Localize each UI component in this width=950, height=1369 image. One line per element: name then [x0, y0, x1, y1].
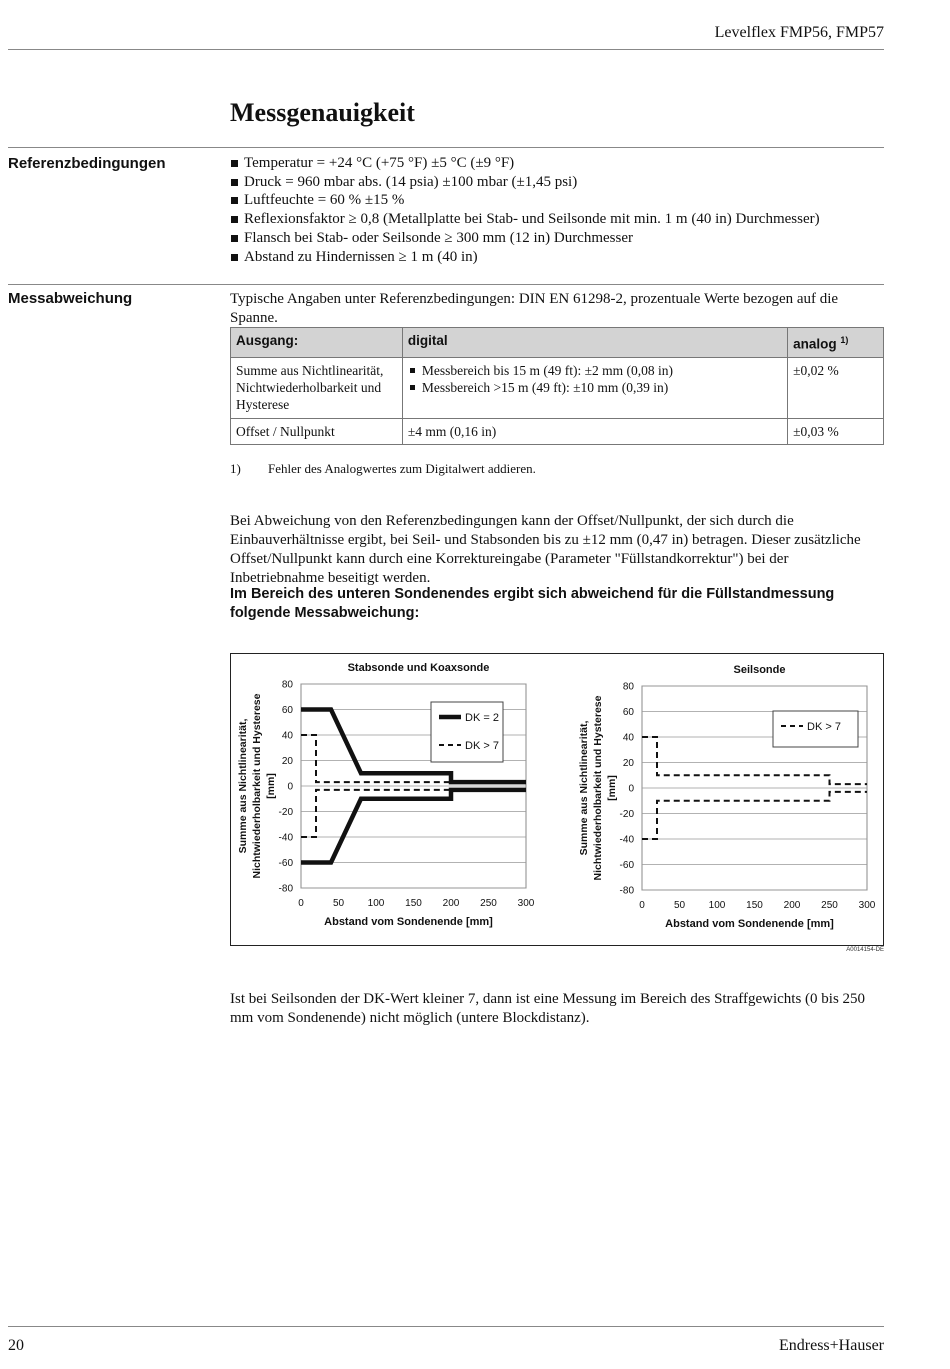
x-tick-label: 100 — [367, 898, 385, 909]
page-number: 20 — [8, 1337, 24, 1354]
footnote-text: Fehler des Analogwertes zum Digitalwert addieren. — [268, 461, 536, 476]
y-tick-label: -20 — [278, 807, 293, 818]
section-rule — [8, 284, 884, 285]
footer-rule — [8, 1326, 884, 1327]
y-axis-label: Nichtwiederholbarkeit und Hysterese — [592, 695, 604, 881]
accuracy-charts — [231, 654, 883, 945]
list-item: Luftfeuchte = 60 % ±15 % — [230, 191, 820, 210]
list-item: Druck = 960 mbar abs. (14 psia) ±100 mbar (±1,45 psi) — [230, 173, 820, 192]
reference-conditions-label: Referenzbedingungen — [8, 155, 166, 172]
y-tick-label: 40 — [281, 730, 293, 742]
x-tick-label: 250 — [821, 900, 838, 911]
x-tick-label: 150 — [405, 898, 422, 909]
x-tick-label: 250 — [480, 898, 497, 909]
probe-end-heading: Im Bereich des unteren Sondenendes ergibt sich abweichend für die Füllstandmessung folgende Messabweichung: — [230, 586, 835, 621]
chart-title: Seilsonde — [733, 664, 786, 676]
footnote-ref: 1) — [840, 335, 849, 345]
chart-frame — [230, 653, 884, 946]
y-tick-label: -60 — [278, 858, 293, 869]
y-tick-label: -20 — [619, 809, 634, 820]
x-axis-label: Abstand vom Sondenende [mm] — [665, 918, 834, 930]
y-tick-label: -80 — [278, 883, 293, 895]
x-tick-label: 100 — [708, 900, 726, 911]
y-tick-label: -40 — [278, 832, 293, 844]
x-tick-label: 300 — [858, 900, 876, 911]
x-tick-label: 50 — [673, 900, 686, 911]
y-tick-label: -80 — [619, 885, 634, 897]
y-axis-label: [mm] — [265, 773, 277, 799]
y-axis-label: Summe aus Nichtlinearität, — [237, 718, 249, 854]
y-axis-label: Summe aus Nichtlinearität, — [578, 720, 590, 856]
deviation-label: Messabweichung — [8, 290, 133, 307]
footnote — [230, 461, 536, 477]
header-digital: digital — [402, 328, 787, 358]
table-row — [231, 357, 884, 418]
legend-label: DK > 7 — [465, 740, 499, 752]
y-tick-label: 40 — [622, 732, 634, 744]
y-tick-label: -40 — [619, 834, 634, 846]
list-item: Messbereich >15 m (49 ft): ±10 mm (0,39 in) — [408, 379, 782, 396]
legend-label: DK = 2 — [465, 712, 499, 724]
y-tick-label: -60 — [619, 860, 634, 871]
list-item: Abstand zu Hindernissen ≥ 1 m (40 in) — [230, 248, 820, 267]
row-analog: ±0,02 % — [788, 357, 884, 418]
list-item: Reflexionsfaktor ≥ 0,8 (Metallplatte bei Stab- und Seilsonde mit min. 1 m (40 in) Durchmesser) — [230, 210, 820, 229]
footer-brand: Endress+Hauser — [779, 1337, 884, 1354]
list-item: Temperatur = +24 °C (+75 °F) ±5 °C (±9 °F) — [230, 154, 820, 173]
row-analog: ±0,03 % — [788, 418, 884, 444]
document-header-title: Levelflex FMP56, FMP57 — [714, 24, 884, 41]
header-output: Ausgang: — [231, 328, 403, 358]
list-item: Messbereich bis 15 m (49 ft): ±2 mm (0,08 in) — [408, 362, 782, 379]
list-item: Flansch bei Stab- oder Seilsonde ≥ 300 mm (12 in) Durchmesser — [230, 229, 820, 248]
y-axis-label: Nichtwiederholbarkeit und Hysterese — [251, 693, 263, 879]
y-tick-label: 0 — [628, 783, 634, 795]
header-analog: analog $^{1)}$ — [788, 328, 884, 358]
offset-paragraph: Bei Abweichung von den Referenzbedingungen kann der Offset/Nullpunkt, der sich durch die Einbauverhältnisse ergibt, bei Seil- und Stabsonden bis zu ±12 mm (0,47 in) betragen. Dieser zusätzliche Offset/Nullpunkt kann durch eine Korrektureingabe (Parameter "Füllstandkorrektur") bei der Inbetriebnahme beseitigt werden. — [230, 513, 861, 586]
row-digital — [402, 357, 787, 418]
row-label: Offset / Nullpunkt — [231, 418, 403, 444]
legend-box — [431, 702, 503, 762]
x-tick-label: 0 — [639, 900, 645, 911]
y-axis-label: [mm] — [606, 775, 618, 801]
legend-label: DK > 7 — [807, 721, 841, 733]
x-tick-label: 150 — [746, 900, 763, 911]
row-digital: ±4 mm (0,16 in) — [402, 418, 787, 444]
row-label: Summe aus Nichtlinearität, Nichtwiederholbarkeit und Hysterese — [231, 357, 403, 418]
x-axis-label: Abstand vom Sondenende [mm] — [324, 916, 493, 928]
y-tick-label: 0 — [287, 781, 293, 793]
y-tick-label: 20 — [622, 758, 634, 769]
chart-title: Stabsonde und Koaxsonde — [347, 662, 490, 674]
x-tick-label: 300 — [517, 898, 535, 909]
closing-paragraph: Ist bei Seilsonden der DK-Wert kleiner 7, dann ist eine Messung im Bereich des Straffgewichts (0 bis 250 mm vom Sondenende) nicht möglich (untere Blockdistanz). — [230, 991, 866, 1026]
y-tick-label: 80 — [281, 679, 293, 691]
y-tick-label: 60 — [281, 705, 293, 716]
x-tick-label: 200 — [783, 900, 801, 911]
x-tick-label: 50 — [332, 898, 345, 909]
table-row — [231, 418, 884, 444]
y-tick-label: 20 — [281, 756, 293, 767]
accuracy-table — [230, 327, 884, 445]
figure-id: A0014154-DE — [846, 947, 884, 953]
reference-conditions-list — [230, 154, 820, 266]
section-title: Messgenauigkeit — [230, 98, 415, 127]
table-header-row — [231, 328, 884, 358]
deviation-intro: Typische Angaben unter Referenzbedingungen: DIN EN 61298-2, prozentuale Werte bezogen auf die Spanne. — [230, 291, 839, 326]
header-rule — [8, 49, 884, 50]
y-tick-label: 60 — [622, 707, 634, 718]
x-tick-label: 0 — [298, 898, 304, 909]
footnote-number: 1) — [230, 461, 241, 476]
x-tick-label: 200 — [442, 898, 460, 909]
section-rule — [8, 147, 884, 148]
y-tick-label: 80 — [622, 681, 634, 693]
